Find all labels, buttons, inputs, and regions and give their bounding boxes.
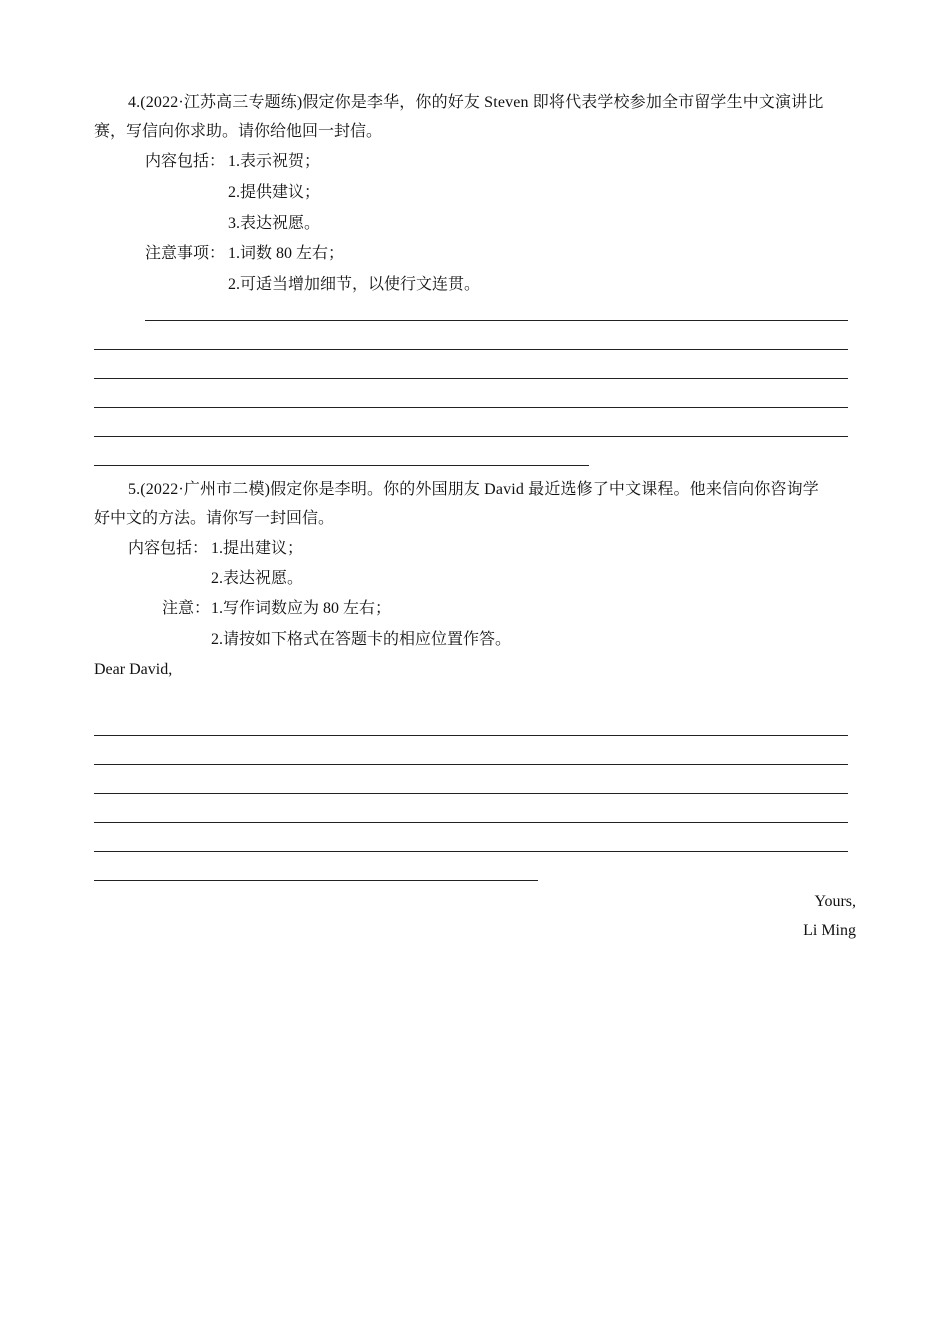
q4-answer-line[interactable] — [145, 320, 848, 321]
q4-notes-label: 注意事项： — [145, 245, 226, 262]
q5-answer-line[interactable] — [94, 851, 848, 852]
q5-content-label: 内容包括： — [128, 540, 209, 557]
q5-closing: Yours, — [814, 893, 856, 910]
q5-notes-item: 2.请按如下格式在答题卡的相应位置作答。 — [211, 631, 512, 648]
q5-prompt-line2: 好中文的方法。请你写一封回信。 — [94, 510, 335, 527]
q4-content-item: 1.表示祝贺； — [228, 153, 321, 170]
q4-content-item: 3.表达祝愿。 — [228, 215, 321, 232]
q4-content-label: 内容包括： — [145, 153, 226, 170]
q5-notes-label: 注意： — [162, 600, 211, 617]
q4-answer-line[interactable] — [94, 465, 589, 466]
q5-answer-line[interactable] — [94, 735, 848, 736]
q5-prompt-line1: 5.(2022·广州市二模)假定你是李明。你的外国朋友 David 最近选修了中文课程。他来信向你咨询学 — [128, 481, 819, 498]
q5-answer-line[interactable] — [94, 822, 848, 823]
q4-notes-item: 2.可适当增加细节，以使行文连贯。 — [228, 276, 481, 293]
q5-signature: Li Ming — [803, 922, 856, 939]
q4-notes-item: 1.词数 80 左右； — [228, 245, 345, 262]
q5-content-item: 1.提出建议； — [211, 540, 304, 557]
q4-content-item: 2.提供建议； — [228, 184, 321, 201]
q5-salutation: Dear David, — [94, 661, 173, 678]
q5-notes-item: 1.写作词数应为 80 左右； — [211, 600, 392, 617]
q4-answer-line[interactable] — [94, 349, 848, 350]
q4-answer-line[interactable] — [94, 407, 848, 408]
q5-answer-line[interactable] — [94, 793, 848, 794]
q5-answer-line[interactable] — [94, 764, 848, 765]
q5-content-item: 2.表达祝愿。 — [211, 570, 304, 587]
q4-answer-line[interactable] — [94, 378, 848, 379]
q4-answer-line[interactable] — [94, 436, 848, 437]
q4-prompt-line1: 4.(2022·江苏高三专题练)假定你是李华，你的好友 Steven 即将代表学校参加全市留学生中文演讲比 — [128, 94, 824, 111]
q4-prompt-line2: 赛，写信向你求助。请你给他回一封信。 — [94, 123, 383, 140]
q5-answer-line[interactable] — [94, 880, 538, 881]
